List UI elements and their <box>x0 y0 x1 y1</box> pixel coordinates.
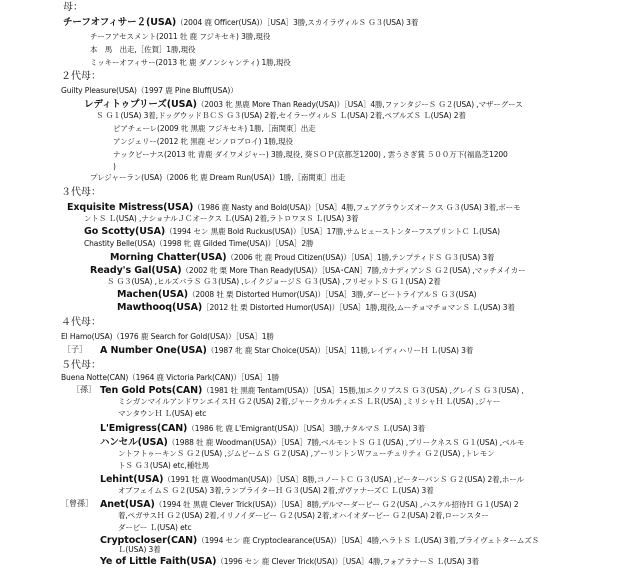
descendant-row: アンジェリー(2012 牝 黒鹿 ゼンノロブロイ) 1勝,現役 <box>113 137 293 146</box>
descendant-row <box>100 500 519 510</box>
horse-name: Morning Chatter(USA) <box>110 252 227 263</box>
horse-info: （2004 鹿 Officer(USA)）［USA］3勝,スカイラヴィルＳ Ｇ３(USA) 3着 <box>176 18 419 27</box>
gen2-dam-row: Guilty Pleasure(USA)（1997 鹿 Pine Bluff(USA)） <box>61 86 238 95</box>
gen3-dam-row <box>67 203 520 213</box>
descendant-row: ナックビーナス(2013 牝 青鹿 ダイワメジャー) 3勝,現役, 葵ＳＯＰ(京都芝1200) , 雲うさぎ賞 ５００万下(福島芝1200 <box>113 150 508 159</box>
descendant-row <box>100 536 539 546</box>
descendant-row-cont: オブフェイムＳ Ｇ２(USA) 3着,ランプライターＨ Ｇ３(USA) 2着,ガヴァナーズＣ Ｌ(USA) 3着 <box>118 486 434 495</box>
descendant-row: プレジャーラン(USA)（2006 牝 鹿 Dream Run(USA)）1勝,［南関東］出走 <box>90 173 346 182</box>
horse-info: （1981 牡 黒鹿 Tentam(USA)）［USA］15勝,加エクリプスＳ Ｇ３(USA) ,グレイＳ Ｇ３(USA) , <box>202 386 524 395</box>
descendant-row-cont: Ｓ Ｇ３(USA) ,ヒルズバラＳ Ｇ３(USA) ,レイクジョージＳ Ｇ３(USA) ,フリゼットＳ Ｇ１(USA) 2着 <box>107 277 441 286</box>
descendant-row <box>100 386 524 396</box>
descendant-row-cont: トＳ Ｇ３(USA) etc,種牡馬 <box>118 461 209 470</box>
descendant-row-cont: ダービー Ｌ(USA) etc <box>118 523 192 532</box>
descendant-row <box>100 438 524 448</box>
offspring-row: 本 馬 出走,［佐賀］1勝,現役 <box>90 45 196 54</box>
gen2-header: ２代母： <box>61 71 101 82</box>
horse-info: ［2012 牡 栗 Distorted Humor(USA)）［USA］1勝,現役,ムーチョマチョマンＳ Ｌ(USA) 3着 <box>202 303 515 312</box>
dam-row <box>63 18 418 28</box>
gen4-dam-row: El Hamo(USA)（1976 鹿 Search for Gold(USA)）［USA］1勝 <box>61 332 274 341</box>
descendant-row-cont: 着,ペガサスＨ Ｇ２(USA) 2着,イリノイダービー Ｇ２(USA) 2着,オハイオダービー Ｇ２(USA) 2着,ローンスター <box>118 511 489 520</box>
horse-name: Machen(USA) <box>117 289 188 300</box>
horse-name: Ten Gold Pots(CAN) <box>100 385 203 396</box>
horse-info: （2008 牡 栗 Distorted Humor(USA)）［USA］3勝,ダービートライアルＳ Ｇ３(USA) <box>187 290 477 299</box>
horse-name: L'Emigress(CAN) <box>100 423 188 434</box>
descendant-row: Chastity Belle(USA)（1998 牝 鹿 Gilded Time(USA)）［USA］2勝 <box>84 239 314 248</box>
descendant-row <box>110 253 494 263</box>
horse-info: （1986 牝 鹿 L'Emigrant(USA)）［USA］3勝,ナタルマＳ Ｌ(USA) 3着 <box>187 424 425 433</box>
gen5-dam-row: Buena Notte(CAN)（1964 鹿 Victoria Park(CAN)）［USA］1勝 <box>61 373 280 382</box>
descendant-row <box>117 303 515 313</box>
horse-name: Lehint(USA) <box>100 474 164 485</box>
horse-name: Ye of Little Faith(USA) <box>100 556 217 567</box>
horse-info: （2003 牝 黒鹿 More Than Ready(USA)）［USA］4勝,ファンタジーＳ Ｇ２(USA) ,マザーグース <box>196 100 523 109</box>
descendant-row <box>100 424 425 434</box>
gen3-header: ３代母： <box>61 187 101 198</box>
generation-tag: ［孫］ <box>72 385 96 394</box>
generation-tag: ［子］ <box>63 345 87 354</box>
descendant-row <box>90 266 526 276</box>
horse-name: Mawthooq(USA) <box>117 302 203 313</box>
horse-name: Ready's Gal(USA) <box>90 265 182 276</box>
horse-info: （1991 牡 鹿 Woodman(USA)）［USA］8勝,コノートＣ Ｇ３(USA) ,ピーターパンＳ Ｇ２(USA) 2着,ホール <box>163 475 524 484</box>
horse-info: （2006 牝 鹿 Proud Citizen(USA)）［USA］1勝,テンプティドＳ Ｇ３(USA) 3着 <box>226 253 495 262</box>
offspring-row: チーフアセスメント(2011 牡 鹿 フジキセキ) 3勝,現役 <box>90 32 271 41</box>
horse-name: ハンセル(USA) <box>100 437 168 448</box>
horse-name: A Number One(USA) <box>100 345 207 356</box>
gen4-header: ４代母： <box>61 317 101 328</box>
horse-info: （1988 牡 鹿 Woodman(USA)）［USA］7勝,ベルモントＳ Ｇ１(USA) ,プリークネスＳ Ｇ１(USA) ,ベルモ <box>167 438 525 447</box>
horse-name: Anet(USA) <box>100 499 155 510</box>
dam-header: 母： <box>63 2 83 13</box>
gen3-dam-row-cont: ントＳ Ｌ(USA) ,ナショナルＪＣオークス Ｌ(USA) 2着,ラトロワヌＳ Ｌ(USA) 3着 <box>84 214 359 223</box>
horse-name: Go Scotty(USA) <box>84 226 166 237</box>
generation-tag: ［曾孫］ <box>61 499 93 508</box>
horse-info: （1986 鹿 Nasty and Bold(USA)）［USA］4勝,フェアグラウンズオークス Ｇ３(USA) 3着,ボーモ <box>193 203 521 212</box>
descendant-row-cont: Ｌ(USA) 3着 <box>118 545 161 554</box>
descendant-row-cont: ミシガンマイルアンドワンエイスＨ Ｇ２(USA) 2着,ジャークカルティエＳ ＬＲ(USA) ,ミリシャＨ Ｌ(USA) ,ジャー <box>118 397 501 406</box>
horse-info: （1996 セン 鹿 Clever Trick(USA)）［USA］4勝,フォアラナーＳ Ｌ(USA) 3着 <box>216 557 480 566</box>
descendant-row <box>100 346 473 356</box>
descendant-row-cont: ントフトゥーキンＳ Ｇ２(USA) ,ジムビームＳ Ｇ２(USA) ,アーリントンＷフューチュリティ Ｇ２(USA) ,トレモン <box>118 449 495 458</box>
horse-name: レディトゥプリーズ(USA) <box>84 99 197 110</box>
horse-info: （1994 牡 黒鹿 Clever Trick(USA)）［USA］8勝,デルマーダービー Ｇ２(USA) ,ハスケル招待Ｈ Ｇ１(USA) 2 <box>154 500 519 509</box>
horse-name: Cryptocloser(CAN) <box>100 535 198 546</box>
horse-info: （1994 セン 鹿 Cryptoclearance(USA)）［USA］4勝,ヘラトＳ Ｌ(USA) 3着,プライヴェトタームズＳ <box>197 536 540 545</box>
horse-info: （1994 セン 黒鹿 Bold Ruckus(USA)）［USA］17勝,サムヒューストンターフスプリントＣ Ｌ(USA) <box>165 227 500 236</box>
descendant-row: ピアチェーレ(2009 牝 黒鹿 フジキセキ) 1勝,［南関東］出走 <box>113 124 316 133</box>
horse-name: Exquisite Mistress(USA) <box>67 202 194 213</box>
descendant-row-cont: ) <box>113 162 116 171</box>
offspring-row: ミッキーオフィサー(2013 牝 鹿 ダノンシャンティ) 1勝,現役 <box>90 58 291 67</box>
descendant-row-cont: Ｓ Ｇ１(USA) 3着,ドッグウッドＢＣＳ Ｇ３(USA) 2着,セイラーヴィルＳ Ｌ(USA) 2着,ペブルズＳ Ｌ(USA) 2着 <box>96 111 466 120</box>
gen5-header: ５代母： <box>61 360 101 371</box>
descendant-row <box>84 100 523 110</box>
descendant-row <box>117 290 476 300</box>
descendant-row <box>84 227 500 237</box>
horse-name: チーフオフィサー２(USA) <box>63 17 177 28</box>
descendant-row-cont: マンタウンＨ Ｌ(USA) etc <box>118 409 207 418</box>
horse-info: （2002 牝 栗 More Than Ready(USA)）［USA･CAN］7勝,カナディアンＳ Ｇ２(USA) ,マッチメイカー <box>181 266 526 275</box>
descendant-row <box>100 557 479 567</box>
descendant-row <box>100 475 524 485</box>
horse-info: （1987 牝 鹿 Star Choice(USA)）［USA］11勝,レイディハリーＨ Ｌ(USA) 3着 <box>206 346 474 355</box>
